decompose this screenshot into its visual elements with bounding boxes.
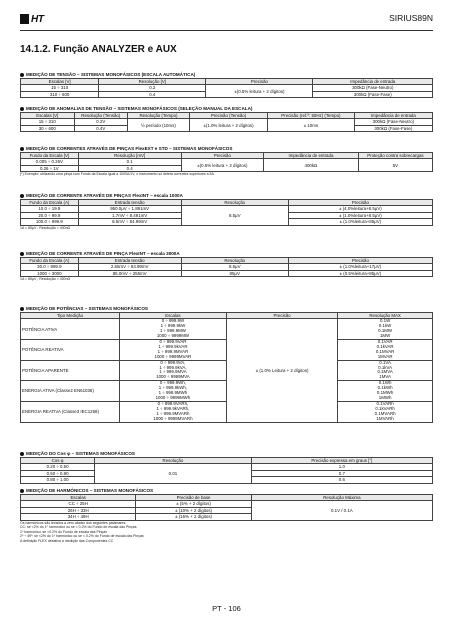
power-table: Tipo Medição Escalas Precisão Resolução MAX POTÊNCIA ATIVA 0 ÷ 999.9W 1 ÷ 999.9kW 1 ÷ 999.9MW 1000 ÷ 9999MW ± (1.0% Leitura + 2 dígitos) 0.1W 0.1kW 0.1MW 1MW POTÊNCIA REATIVA 0 ÷ 999.9VAR 1 ÷ 999.9kVAR 1 ÷ 999.9MVAR 1000 ÷ 9999MVAR 0.1VAR 0.1kVAR 0.1MVAR 1MVAR POTÊNCIA APARENTE 0 ÷ 999.9VA, 1 ÷ 999.9kVA, 1 ÷ 999.9MVA 1000 ÷ 9999MVA 0.1VA 0.1kVA 0.1MVA 1MVA ENERGIA ATIVA (Classe2 EN61036) 0 ÷ 999.9Wh, 1 ÷ 999.9kWh, 1 ÷ 999.9MWh 1000 ÷ 9999MWh 0.1Wh 0.1kWh 0.1MWh 1MWh ENERGIA REATIVA (Classe3 IEC1268) 0 ÷ 999.9VARh, 1 ÷ 999.9kVARh, 1 ÷ 999.9MVARh 1000 ÷ 9999MVARh 0.1VARh 0.1kVARh 0.1MVARh 1MVARh bbox=[20, 312, 433, 423]
bullet-icon bbox=[20, 194, 24, 198]
harmonics-table: Escalas Precisão de base Resolução Máxima CC ÷ 25H ± (5% + 2 dígitos) 0.1V / 0.1A 26H ÷ 33H ± (10% + 2 dígitos) 34H ÷ 49H ± (15% + 2 dígitos) bbox=[20, 494, 433, 521]
cosphi-table: Cos φ Resolução Precisão expressa em graus [°] 0.20 ÷ 0.50 0.01 1.0 0.50 ÷ 0.80 0.7 0.80 ÷ 1.00 0.6 bbox=[20, 457, 433, 484]
power-row: ENERGIA REATIVA (Classe3 IEC1268) 0 ÷ 999.9VARh, 1 ÷ 999.9kVARh, 1 ÷ 999.9MVARh 1000 ÷ 9999MVARh 0.1VARh 0.1kVARh 0.1MVARh 1MVARh bbox=[21, 401, 433, 422]
section-power bbox=[20, 305, 433, 423]
page-title: 14.1.2. Função ANALYZER e AUX bbox=[20, 44, 177, 55]
power-body bbox=[21, 319, 433, 422]
brand-logo: HT bbox=[20, 13, 44, 25]
bullet-icon bbox=[20, 489, 24, 493]
header-rule bbox=[20, 30, 433, 31]
power-row: POTÊNCIA REATIVA 0 ÷ 999.9VAR 1 ÷ 999.9kVAR 1 ÷ 999.9MVAR 1000 ÷ 9999MVAR 0.1VAR 0.1kVAR 0.1MVAR 1MVAR bbox=[21, 340, 433, 361]
section-title: MEDIÇÃO DO Cos φ – SISTEMAS MONOFÁSICOS bbox=[26, 451, 135, 456]
footnote: 1º harmónico: se <0.2% do Fundo de escala das Pinças bbox=[20, 529, 107, 534]
footnote: 1A = 85μV ; Resolução = 400nΩ bbox=[20, 225, 71, 230]
section-title: MEDIÇÃO DE TENSÃO – SISTEMAS MONOFÁSICOS (ESCALA AUTOMÁTICA) bbox=[26, 72, 196, 77]
power-row: ENERGIA ATIVA (Classe2 EN61036) 0 ÷ 999.9Wh, 1 ÷ 999.9kWh, 1 ÷ 999.9MWh 1000 ÷ 9999MWh 0.1Wh 0.1kWh 0.1MWh 1MWh bbox=[21, 381, 433, 402]
bullet-icon bbox=[20, 107, 24, 111]
section-title: MEDIÇÃO DE POTÊNCIAS – SISTEMAS MONOFÁSICOS bbox=[26, 306, 149, 311]
model-name: SIRIUS89N bbox=[389, 13, 433, 23]
bullet-icon bbox=[20, 307, 24, 311]
current-flexext-table: Fundo da Escala [V] Resolução [mV] Precisão Impedância de entrada Proteção contra sobrecargas 0.005 ÷ 0.26V 0.1 ±(0.5% leitura + 2 dígitos) 400kΩ 5V 0.26 ÷ 1V 0.4 bbox=[20, 152, 433, 172]
footnote: CC: se <2% do 1º harmónico ou se < 0.2% do Fundo de escala das Pinças bbox=[20, 525, 137, 530]
section-flexint-3000 bbox=[20, 250, 433, 282]
footnote: A definição FLEX desativa a medição das Componentes CC bbox=[20, 538, 114, 543]
page-header bbox=[20, 13, 433, 27]
footnote: 1A = 85μV ; Resolução = 400nΩ bbox=[20, 277, 71, 282]
flexint-1000-table: Fundo da Escala (A) Entrada tensão Resolução Precisão 10.0 ÷ 19.9 950.0μV ÷ 1.891mV 8.5μV ± (4.0%leitura+8.5μV) 20.0 ÷ 99.9 1.7mV ÷ 8.491mV ± (1.0%leitura+8.5μV) 100.0 ÷ 999.9 8.5mV ÷ 84.99mV ± (1.0%leitura+85μV) bbox=[20, 199, 433, 226]
footnote: 2º ÷ 49º: se <2% do 1º harmónico ou se < 0.2% do Fundo de escala das Pinças bbox=[20, 534, 144, 539]
flexint-3000-table: Fundo da Escala (A) Entrada tensão Resolução Precisão 30.0 ÷ 999.9 2.55mV ÷ 84.99mV 8.5μV ± (1.0%leitura+17μV) 1000 ÷ 3000 85.0mV ÷ 255mV 85μV ± (0.5%leitura+85μV) bbox=[20, 257, 433, 277]
bullet-icon bbox=[20, 147, 24, 151]
power-row: POTÊNCIA APARENTE 0 ÷ 999.9VA, 1 ÷ 999.9kVA, 1 ÷ 999.9MVA 1000 ÷ 9999MVA 0.1VA 0.1kVA 0.1MVA 1MVA bbox=[21, 360, 433, 381]
section-flexint-1000 bbox=[20, 192, 433, 230]
bullet-icon bbox=[20, 252, 24, 256]
section-voltage-anomalies bbox=[20, 105, 433, 132]
section-harmonics bbox=[20, 487, 433, 543]
section-title: MEDIÇÃO DE CORRENTES ATRAVÉS DE PINÇAS FlexEXT e STD – SISTEMAS MONOFÁSICOS bbox=[26, 146, 233, 151]
page-number: PT - 106 bbox=[212, 604, 241, 613]
footnote: (*) Exemplo: utilizando uma pinça com Fundo da Escala igual a 1000A/1V, o instrumento só deteta correntes superiores a 5A bbox=[20, 172, 214, 177]
section-current-flexext bbox=[20, 145, 433, 177]
section-title: MEDIÇÃO DE HARMÓNICOS – SISTEMAS MONOFÁSICOS bbox=[26, 488, 154, 493]
power-row: POTÊNCIA ATIVA 0 ÷ 999.9W 1 ÷ 999.9kW 1 ÷ 999.9MW 1000 ÷ 9999MW ± (1.0% Leitura + 2 dígitos) 0.1W 0.1kW 0.1MW 1MW bbox=[21, 319, 433, 340]
voltage-table: Escalas [V] Resolução [V] Precisão Impedância de entrada 15 ÷ 310 0.2 ±(0.5% leitura + 2 dígitos) 300kΩ (Fase-Neutro) 310 ÷ 600 0.4 300kΩ (Fase-Fase) bbox=[20, 78, 433, 98]
anomalies-table: Escalas [V] Resolução (Tensão) Resolução (Tempo) Precisão (Tensão) Precisão (ref.ª: 50Hz) (Tempo) Impedância de entrada 15 ÷ 310 0.2V ½ período (10ms) ±(1.0% leitura + 2 dígitos) ± 10ms 300kΩ (Fase-Neutro) 30 ÷ 600 0.4V 300kΩ (Fase-Fase) bbox=[20, 112, 433, 132]
section-title: MEDIÇÃO DE CORRENTE ATRAVÉS DE PINÇAS FlexINT – escala 1000A bbox=[26, 193, 183, 198]
bullet-icon bbox=[20, 73, 24, 77]
section-voltage bbox=[20, 71, 433, 98]
section-title: MEDIÇÃO DE CORRENTE ATRAVÉS DE PINÇA FlexINT – escala 3000A bbox=[26, 251, 180, 256]
footnote: Os harmónicos são levados a zero abaixo dos seguintes patamares: bbox=[20, 520, 127, 525]
section-cosphi bbox=[20, 450, 433, 484]
bullet-icon bbox=[20, 452, 24, 456]
logo-mark-icon bbox=[20, 14, 29, 24]
section-title: MEDIÇÃO DE ANOMALIAS DE TENSÃO – SISTEMAS MONOFÁSICOS (SELEÇÃO MANUAL DA ESCALA) bbox=[26, 106, 253, 111]
